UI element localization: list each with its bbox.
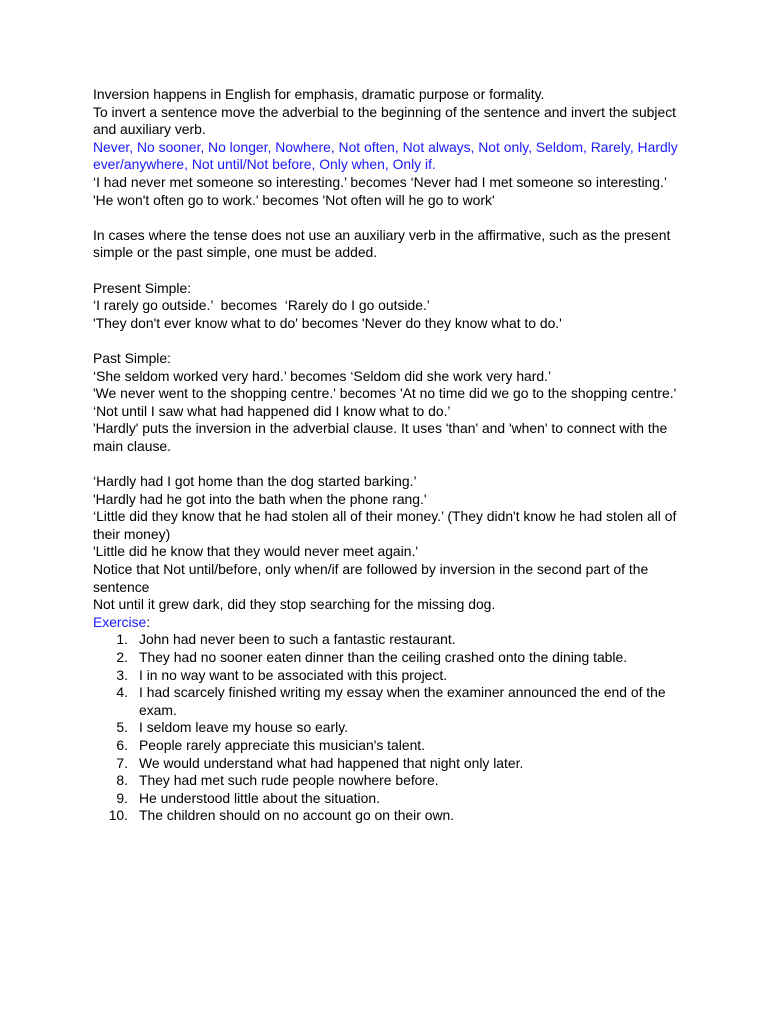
exercise-number: 8. xyxy=(116,772,128,789)
past-simple-example: ‘Not until I saw what had happened did I know what to do.’ xyxy=(93,402,451,419)
hardly-example: ‘Little did they know that he had stolen all of their money.’ (They didn't know he had stolen all of their money) xyxy=(93,508,681,542)
exercise-item xyxy=(93,737,683,755)
auxiliary-note: In cases where the tense does not use an auxiliary verb in the affirmative, such as the present simple or the past simple, one must be added. xyxy=(93,226,675,261)
exercise-text: I in no way want to be associated with this project. xyxy=(139,666,448,683)
exercise-text: They had met such rude people nowhere before. xyxy=(139,772,439,789)
exercise-text: We would understand what had happened that night only later. xyxy=(139,754,524,771)
exercise-text: He understood little about the situation. xyxy=(139,789,380,806)
exercise-number: 1. xyxy=(116,631,128,648)
present-simple-example: 'They don't ever know what to do' becomes 'Never do they know what to do.' xyxy=(93,314,562,331)
exercise-item xyxy=(93,807,683,825)
exercise-heading-text: Exercise xyxy=(93,613,147,630)
past-simple-heading: Past Simple: xyxy=(93,349,171,366)
present-simple-heading: Present Simple: xyxy=(93,279,192,296)
exercise-number: 9. xyxy=(116,789,128,806)
exercise-item xyxy=(93,755,683,773)
document-page xyxy=(93,86,683,825)
exercise-text: I had scarcely finished writing my essay when the examiner announced the end of the exam. xyxy=(139,684,666,718)
hardly-example: 'Little did he know that they would never meet again.' xyxy=(93,543,418,560)
hardly-example: ‘Hardly had I got home than the dog started barking.’ xyxy=(93,473,417,490)
paragraph-gap xyxy=(93,332,683,350)
exercise-heading-colon: : xyxy=(146,613,151,630)
exercise-text: They had no sooner eaten dinner than the ceiling crashed onto the dining table. xyxy=(139,649,628,665)
past-simple-example: ‘She seldom worked very hard.’ becomes ‘Seldom did she work very hard.’ xyxy=(93,367,552,384)
notice-line: Notice that Not until/before, only when/if are followed by inversion in the second part of the sentence xyxy=(93,561,653,595)
exercise-number: 4. xyxy=(116,684,128,701)
exercise-item xyxy=(93,719,683,737)
present-simple-example: ‘I rarely go outside.’ becomes ‘Rarely do I go outside.’ xyxy=(93,297,430,314)
exercise-number: 10. xyxy=(108,807,128,824)
paragraph-gap xyxy=(93,262,683,280)
exercise-text: I seldom leave my house so early. xyxy=(139,719,348,736)
past-simple-example: 'We never went to the shopping centre.' becomes 'At no time did we go to the shopping centre.' xyxy=(93,385,677,402)
exercise-text: The children should on no account go on their own. xyxy=(139,807,455,824)
example-line: ‘I had never met someone so interesting.’ becomes ‘Never had I met someone so interesting.’ xyxy=(93,173,667,190)
exercise-number: 7. xyxy=(116,754,128,771)
past-simple-example: 'Hardly' puts the inversion in the adverbial clause. It uses 'than' and 'when' to connect with the main clause. xyxy=(93,420,672,454)
paragraph-gap xyxy=(93,209,683,227)
exercise-number: 2. xyxy=(116,649,128,665)
exercise-list xyxy=(93,631,683,825)
hardly-example: 'Hardly had he got into the bath when the phone rang.' xyxy=(93,490,427,507)
intro-line: Inversion happens in English for emphasis, dramatic purpose or formality. xyxy=(93,86,545,102)
intro-line: To invert a sentence move the adverbial to the beginning of the sentence and invert the subject and auxiliary verb. xyxy=(93,103,680,138)
exercise-number: 3. xyxy=(116,666,128,683)
adverbial-list: Never, No sooner, No longer, Nowhere, Not often, Not always, Not only, Seldom, Rarely, Hardly ever/anywhere, Not until/Not before, Only when, Only if. xyxy=(93,138,682,173)
exercise-item xyxy=(93,772,683,790)
exercise-item xyxy=(93,649,683,667)
exercise-number: 5. xyxy=(116,719,128,736)
exercise-item xyxy=(93,631,683,649)
exercise-item xyxy=(93,667,683,685)
exercise-heading xyxy=(93,614,683,632)
exercise-number: 6. xyxy=(116,736,128,753)
example-line: 'He won't often go to work.' becomes 'Not often will he go to work' xyxy=(93,191,495,208)
paragraph-gap xyxy=(93,455,683,473)
exercise-text: People rarely appreciate this musician's talent. xyxy=(139,736,426,753)
exercise-item xyxy=(93,684,683,719)
hardly-example: Not until it grew dark, did they stop searching for the missing dog. xyxy=(93,596,496,613)
exercise-text: John had never been to such a fantastic restaurant. xyxy=(139,631,456,648)
exercise-item xyxy=(93,790,683,808)
